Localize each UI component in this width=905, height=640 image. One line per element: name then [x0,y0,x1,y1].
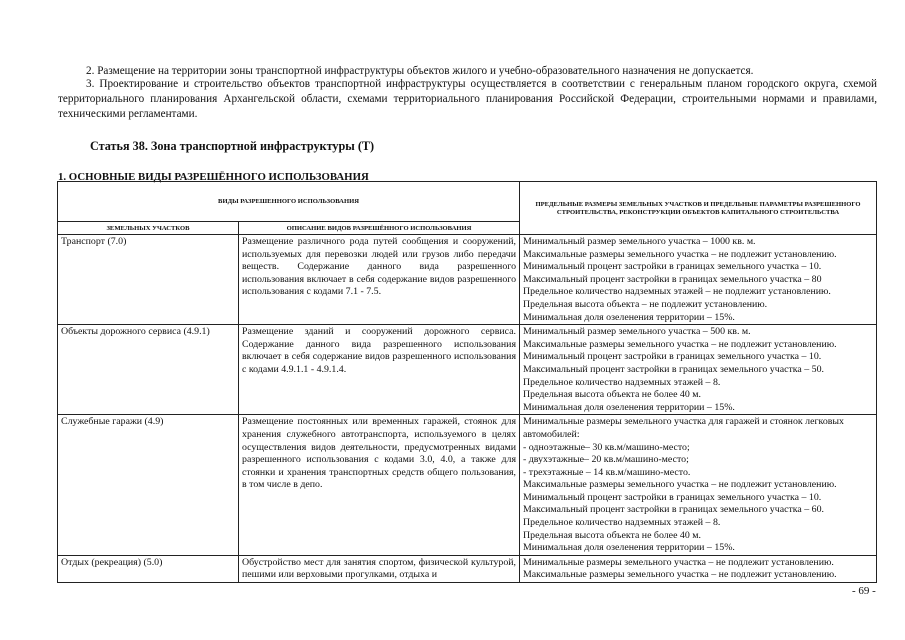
section-title: 1. ОСНОВНЫЕ ВИДЫ РАЗРЕШЁННОГО ИСПОЛЬЗОВАНИЯ [58,171,369,183]
limit-line: Предельное количество надземных этажей – 8. [523,376,721,388]
limit-line: - трехэтажные – 14 кв.м/машино-место. [523,466,691,478]
limit-line: Минимальный процент застройки в границах земельного участка – 10. [523,261,822,273]
limit-line: Максимальные размеры земельного участка – не подлежит установлению. [523,569,837,581]
limit-line: Максимальный процент застройки в границах земельного участка – 60. [523,504,825,516]
limit-line: Минимальная доля озеленения территории – 15%. [523,542,735,554]
limit-line: Предельная высота объекта не более 40 м. [523,389,701,401]
limit-line: - одноэтажные– 30 кв.м/машино-место; [523,441,690,453]
paragraph-3: 3. Проектирование и строительство объектов транспортной инфраструктуры осуществляется в соответствии с генеральным планом городского округа, схемой территориального планирования Архангельской области, схемами территориального планирования Российской Федерации, строительными нормами и правилами, техническими регламентами. [58,78,877,120]
limit-line: Минимальный процент застройки в границах земельного участка – 10. [523,491,822,503]
header-uses: ВИДЫ РАЗРЕШЕННОГО ИСПОЛЬЗОВАНИЯ [58,182,520,222]
header-description: ОПИСАНИЕ ВИДОВ РАЗРЕШЁННОГО ИСПОЛЬЗОВАНИЯ [239,222,520,235]
use-limits [520,235,877,325]
table-row [58,325,877,415]
limit-line: Минимальная доля озеленения территории – 15%. [523,401,735,413]
limit-line: Предельная высота объекта – не подлежит установлению. [523,298,768,310]
limit-line: Минимальный размер земельного участка – 1000 кв. м. [523,236,756,247]
table-row [58,555,877,582]
header-limits: ПРЕДЕЛЬНЫЕ РАЗМЕРЫ ЗЕМЕЛЬНЫХ УЧАСТКОВ И ПРЕДЕЛЬНЫЕ ПАРАМЕТРЫ РАЗРЕШЕННОГО СТРОИТЕЛЬСТВА, РЕКОНСТРУКЦИИ ОБЪЕКТОВ КАПИТАЛЬНОГО СТРОИТЕЛЬСТВА [520,182,877,235]
use-description: Обустройство мест для занятия спортом, физической культурой, пешими или верховыми прогулками, отдыха и [239,555,520,582]
table-header-row [58,182,877,222]
use-description: Размещение постоянных или временных гаражей, стоянок для хранения служебного автотранспорта, используемого в целях осуществления видов деятельности, предусмотренных видами разрешенного использования с кодами 3.0, 4.0, а также для стоянки и хранения транспортных средств общего пользования, в том числе в депо. [239,415,520,556]
table-row [58,235,877,325]
limit-line: Минимальные размеры земельного участка для гаражей и стоянок легковых автомобилей: [523,416,844,440]
limit-line: Предельное количество надземных этажей – 8. [523,517,721,529]
paragraph-2: 2. Размещение на территории зоны транспортной инфраструктуры объектов жилого и учебно-образовательного назначения не допускается. [86,65,754,77]
limit-line: Максимальные размеры земельного участка – не подлежит установлению. [523,338,837,350]
header-land: ЗЕМЕЛЬНЫХ УЧАСТКОВ [58,222,239,235]
table-row [58,415,877,556]
use-description: Размещение зданий и сооружений дорожного сервиса. Содержание данного вида разрешенного использования включает в себя содержание видов разрешенного использования с кодами 4.9.1.1 - 4.9.1.4. [239,325,520,415]
use-limits [520,325,877,415]
limit-line: Максимальный процент застройки в границах земельного участка – 50. [523,363,825,375]
zoning-table [57,181,877,583]
limit-line: - двухэтажные– 20 кв.м/машино-место; [523,454,689,466]
limit-line: Минимальный размер земельного участка – 500 кв. м. [523,326,751,338]
limit-line: Максимальные размеры земельного участка – не подлежит установлению. [523,248,837,260]
limit-line: Максимальные размеры земельного участка – не подлежит установлению. [523,479,837,491]
limit-line: Предельное количество надземных этажей – не подлежит установлению. [523,286,831,298]
article-title: Статья 38. Зона транспортной инфраструктуры (Т) [90,139,375,153]
limit-line: Максимальный процент застройки в границах земельного участка – 80 [523,273,822,285]
use-name: Объекты дорожного сервиса (4.9.1) [58,325,239,415]
use-name: Отдых (рекреация) (5.0) [58,555,239,582]
use-limits [520,415,877,556]
limit-line: Минимальный процент застройки в границах земельного участка – 10. [523,351,822,363]
page-number: - 69 - [852,585,876,597]
limit-line: Минимальные размеры земельного участка – не подлежит установлению. [523,556,834,568]
limit-line: Предельная высота объекта не более 40 м. [523,529,701,541]
use-name: Служебные гаражи (4.9) [58,415,239,556]
limit-line: Минимальная доля озеленения территории – 15%. [523,311,735,323]
use-limits [520,555,877,582]
use-name: Транспорт (7.0) [58,235,239,325]
use-description: Размещение различного рода путей сообщения и сооружений, используемых для перевозки людей или грузов либо передачи веществ. Содержание данного вида разрешенного использования включает в себя содержание видов разрешенного использования с кодами 7.1 - 7.5. [239,235,520,325]
